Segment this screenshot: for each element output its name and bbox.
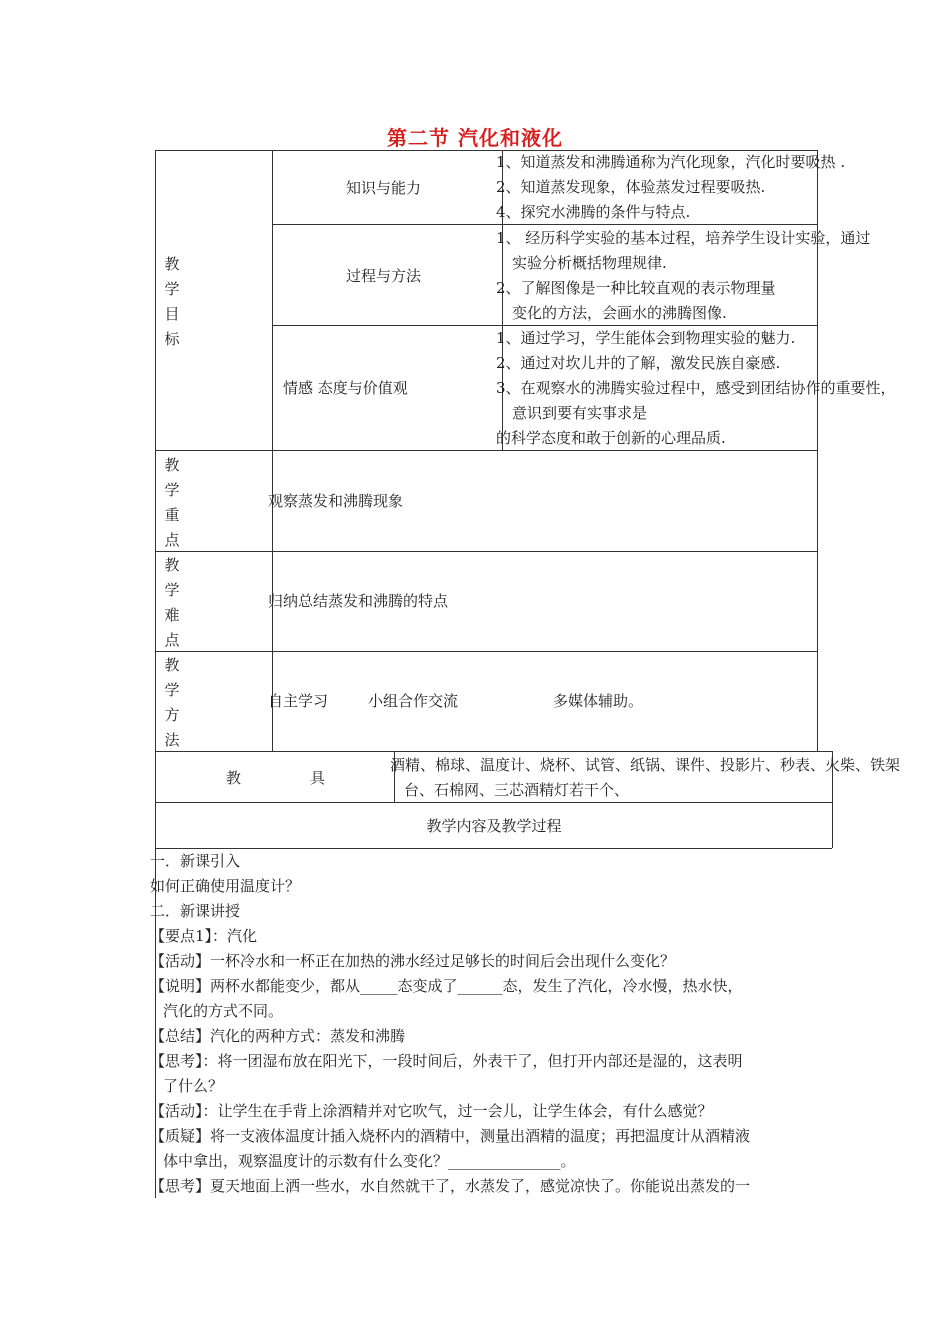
knowledge-line-2: 2、知道蒸发现象，体验蒸发过程要吸热. — [496, 178, 766, 196]
body-line: 二．新课讲授 — [150, 902, 241, 920]
tools-label-2: 具 — [310, 769, 326, 787]
content-header: 教学内容及教学过程 — [426, 817, 562, 835]
process-line-1: 1、 经历科学实验的基本过程，培养学生设计实验，通过 — [496, 229, 871, 247]
emotion-line-1: 1、通过学习，学生能体会到物理实验的魅力. — [496, 329, 796, 347]
knowledge-label: 知识与能力 — [346, 179, 422, 197]
method-value-3: 多媒体辅助。 — [553, 692, 644, 710]
key-point-value: 观察蒸发和沸腾现象 — [268, 492, 404, 510]
body-line: 【总结】汽化的两种方式：蒸发和沸腾 — [150, 1027, 406, 1045]
emotion-line-2: 2、通过对坎儿井的了解，激发民族自豪感. — [496, 354, 781, 372]
tools-label-1: 教 — [226, 769, 242, 787]
body-line: 【说明】两杯水都能变少，都从_____态变成了______态，发生了汽化，冷水慢，热水快， — [150, 977, 743, 995]
key-point-label: 教学重点 — [164, 456, 180, 549]
method-value-1: 自主学习 — [268, 692, 329, 710]
body-line: 【要点1】：汽化 — [150, 927, 258, 945]
emotion-line-4: 意识到要有实事求是 — [512, 404, 648, 422]
emotion-label: 情感 态度与价值观 — [283, 379, 408, 397]
body-line: 【思考】夏天地面上洒一些水，水自然就干了，水蒸发了，感觉凉快了。你能说出蒸发的一 — [150, 1177, 751, 1195]
body-line: 汽化的方式不同。 — [163, 1002, 284, 1020]
process-label: 过程与方法 — [346, 267, 422, 285]
body-line: 【质疑】将一支液体温度计插入烧杯内的酒精中，测量出酒精的温度；再把温度计从酒精液 — [150, 1127, 751, 1145]
difficulty-label: 教学难点 — [164, 556, 180, 649]
page-title: 第二节 汽化和液化 — [387, 126, 563, 150]
body-line: 一．新课引入 — [150, 852, 241, 870]
method-value-2: 小组合作交流 — [368, 692, 459, 710]
process-line-4: 变化的方法，会画水的沸腾图像. — [512, 304, 727, 322]
body-line: 体中拿出，观察温度计的示数有什么变化？_______________。 — [163, 1152, 576, 1170]
process-line-2: 实验分析概括物理规律. — [512, 254, 667, 272]
tools-line-1: 酒精、棉球、温度计、烧杯、试管、纸锅、课件、投影片、秒表、火柴、铁架 — [390, 756, 901, 774]
body-line: 了什么？ — [163, 1077, 224, 1095]
body-line: 【思考】：将一团湿布放在阳光下，一段时间后，外表干了，但打开内部还是湿的，这表明 — [150, 1052, 743, 1070]
body-line: 【活动】：让学生在手背上涂酒精并对它吹气，过一会儿，让学生体会，有什么感觉？ — [150, 1102, 713, 1120]
knowledge-line-3: 4、探究水沸腾的条件与特点. — [496, 203, 691, 221]
objectives-label: 教学目标 — [164, 255, 180, 348]
process-line-3: 2、了解图像是一种比较直观的表示物理量 — [496, 279, 776, 297]
body-line: 【活动】一杯冷水和一杯正在加热的沸水经过足够长的时间后会出现什么变化？ — [150, 952, 676, 970]
emotion-line-5: 的科学态度和敢于创新的心理品质. — [496, 429, 726, 447]
emotion-line-3: 3、在观察水的沸腾实验过程中，感受到团结协作的重要性， — [496, 379, 896, 397]
difficulty-value: 归纳总结蒸发和沸腾的特点 — [268, 592, 449, 610]
tools-line-2: 台、石棉网、三芯酒精灯若干个、 — [404, 781, 630, 799]
knowledge-line-1: 1、知道蒸发和沸腾通称为汽化现象，汽化时要吸热 . — [496, 153, 846, 171]
body-line: 如何正确使用温度计？ — [150, 877, 301, 895]
method-label: 教学方法 — [164, 656, 180, 749]
